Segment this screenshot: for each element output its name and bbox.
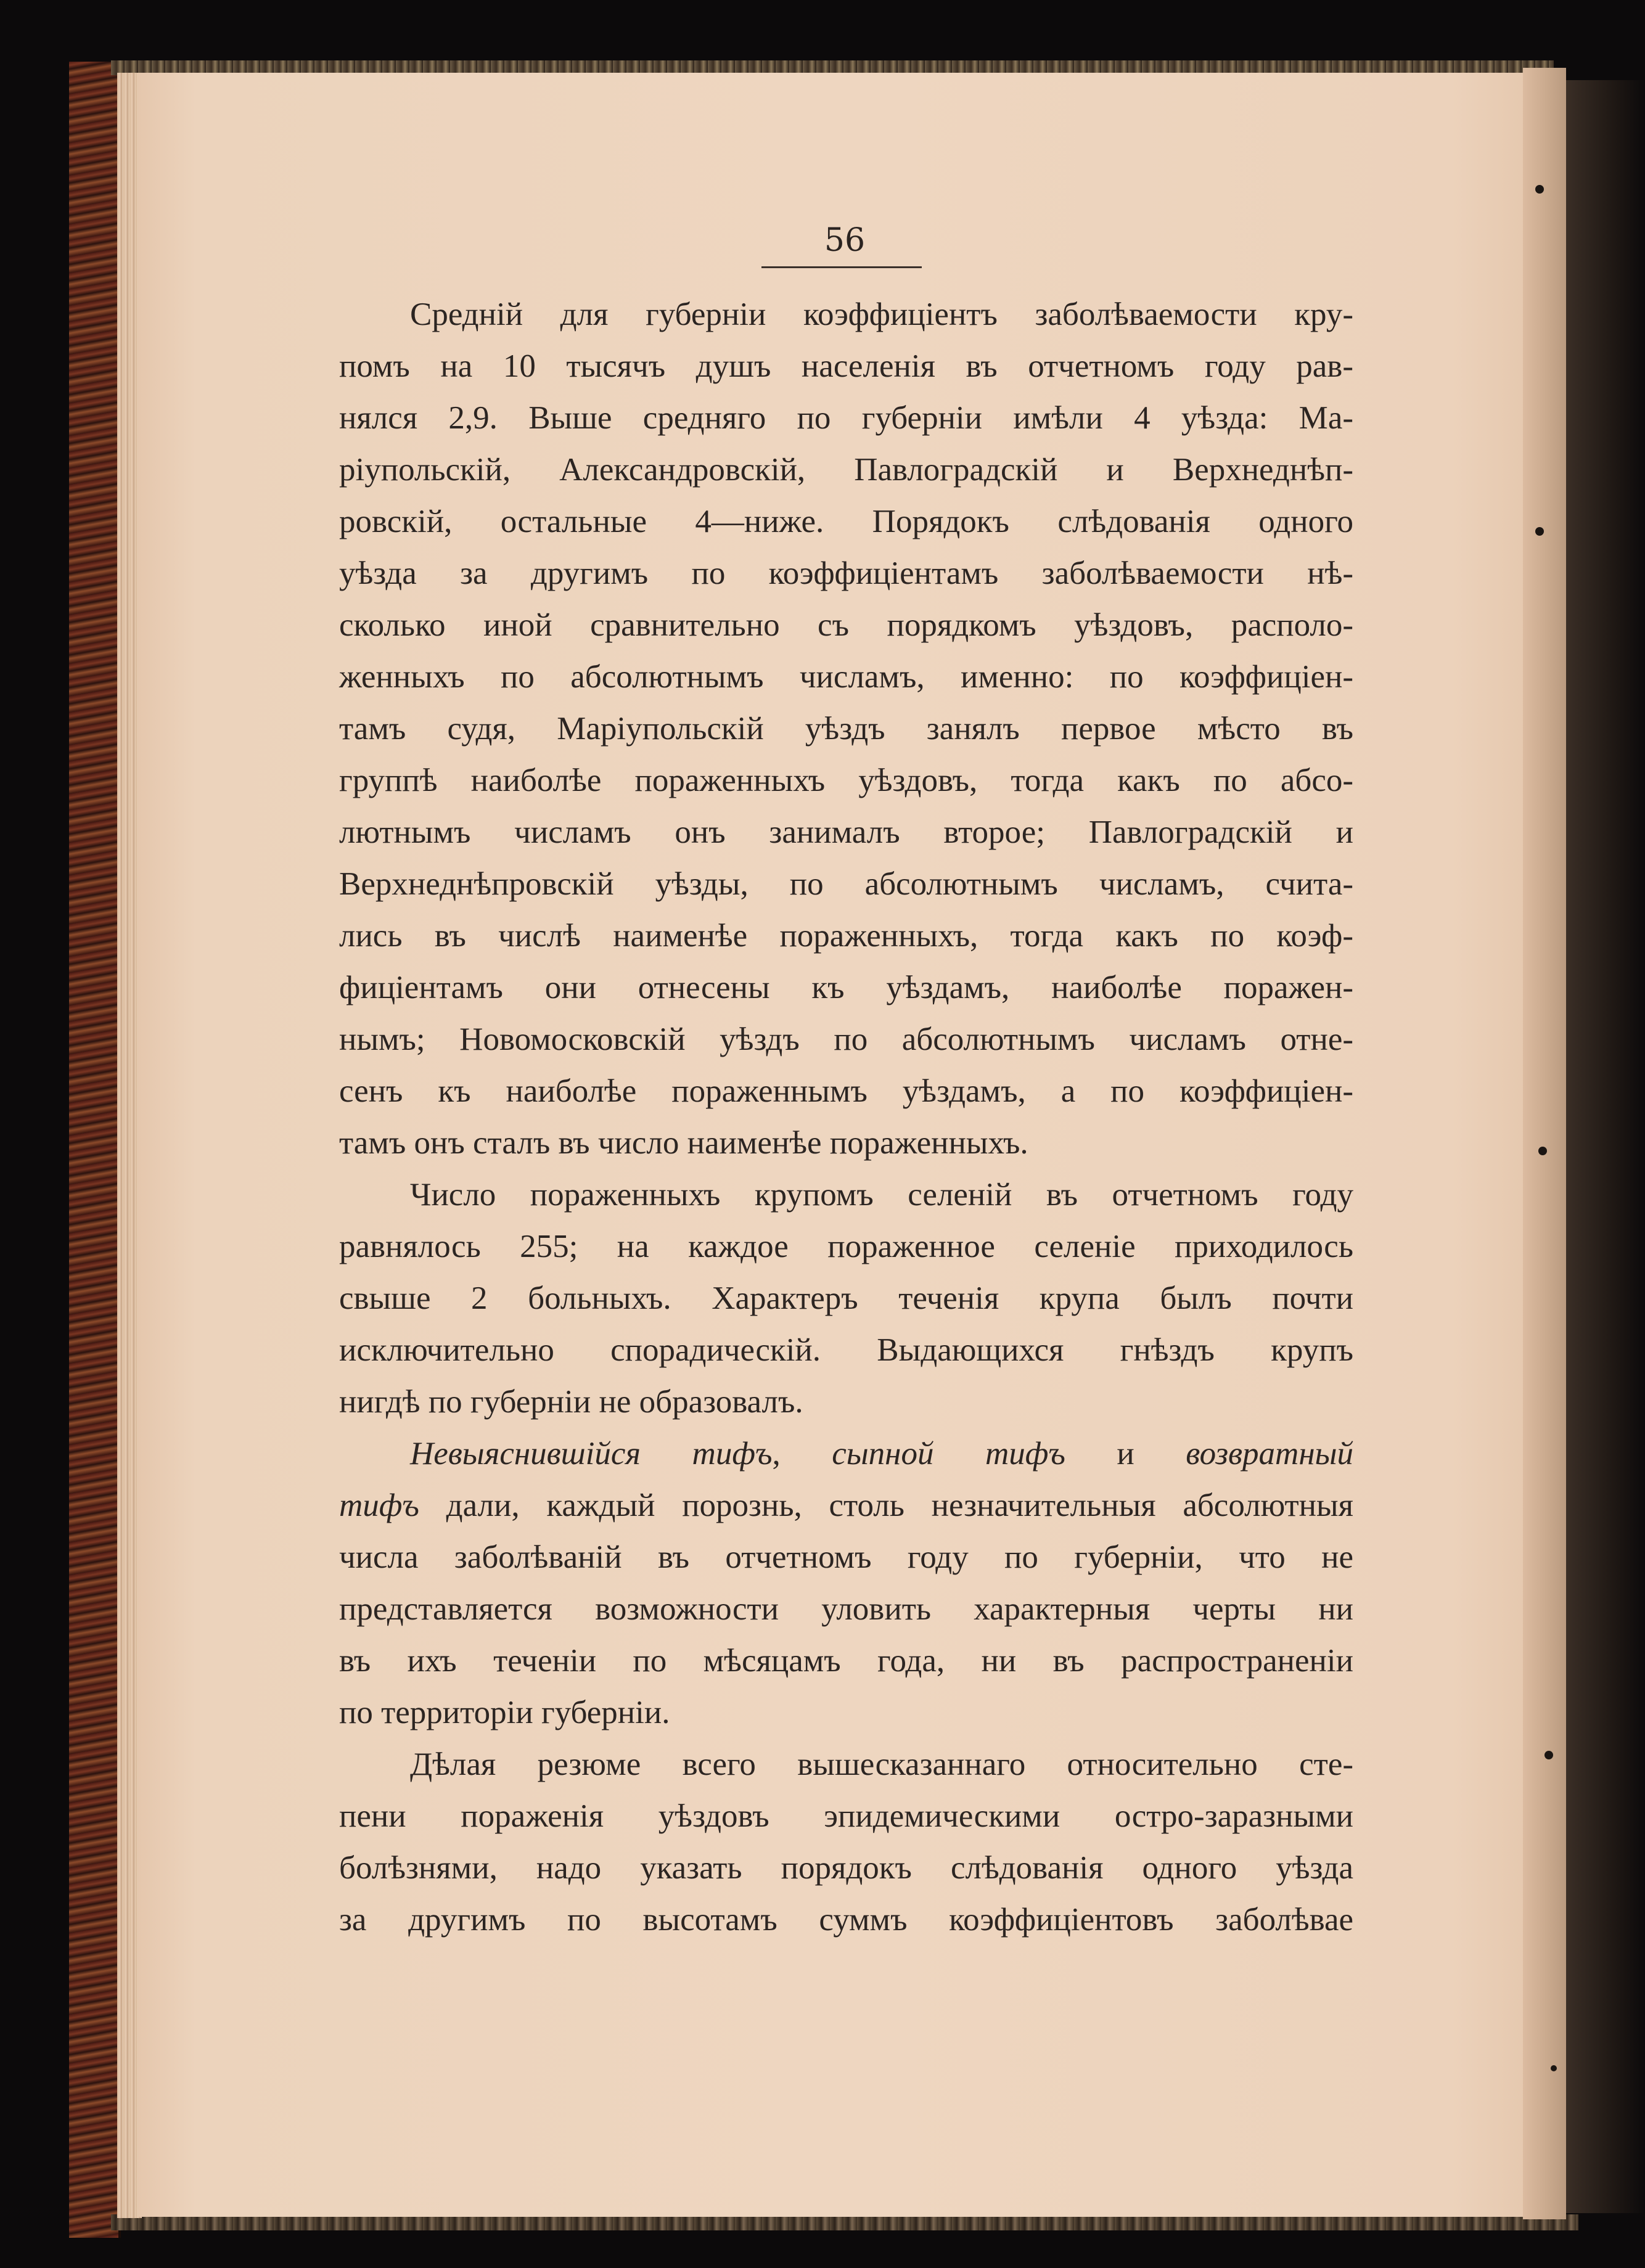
text-line: фицiентамъ они отнесены къ уѣздамъ, наиболѣе поражен- (339, 970, 1353, 1005)
text-line: болѣзнями, надо указать порядокъ слѣдованiя одного уѣзда (339, 1850, 1353, 1886)
text-line: за другимъ по высотамъ суммъ коэффицiентовъ заболѣвае (339, 1902, 1353, 1938)
text-line: уѣзда за другимъ по коэффицiентамъ заболѣваемости нѣ- (339, 555, 1353, 591)
paragraph-affected-villages (339, 1169, 1353, 1428)
facing-page-edge (1566, 80, 1645, 2213)
page-gutter (1523, 68, 1566, 2219)
text-line: Среднiй для губернiи коэффицiентъ заболѣваемости кру- (410, 297, 1353, 332)
text-line: сколько иной сравнительно съ порядкомъ уѣздовъ, располо- (339, 607, 1353, 643)
book-cover-edge (69, 62, 121, 2238)
page-body (339, 289, 1353, 1946)
text-line: исключительно спорадическiй. Выдающихся гнѣздъ крупъ (339, 1332, 1353, 1368)
page-stack-edges (117, 73, 142, 2218)
text-line: лютнымъ числамъ онъ занималъ второе; Павлоградскiй и (339, 814, 1353, 850)
text-line: лись въ числѣ наименѣе пораженныхъ, тогда какъ по коэф- (339, 918, 1353, 954)
text-fragment: и (1065, 1436, 1186, 1472)
text-line: по территорiи губернiи. (339, 1695, 670, 1730)
text-line (339, 1480, 1353, 1531)
italic-term: сыпной тифъ (832, 1436, 1065, 1472)
text-line: числа заболѣванiй въ отчетномъ году по губернiи, что не (339, 1539, 1353, 1575)
text-line: Дѣлая резюме всего вышесказаннаго относительно сте- (410, 1746, 1353, 1782)
text-line: нигдѣ по губернiи не образовалъ. (339, 1384, 803, 1420)
text-line: ровскiй, остальные 4—ниже. Порядокъ слѣдованiя одного (339, 504, 1353, 539)
italic-term: тифъ (339, 1488, 419, 1523)
text-line: пени пораженiя уѣздовъ эпидемическими остро-заразными (339, 1798, 1353, 1834)
binding-mark (1551, 2065, 1557, 2071)
text-line: женныхъ по абсолютнымъ числамъ, именно: по коэффицiен- (339, 659, 1353, 695)
text-line: Верхнеднѣпровскiй уѣзды, по абсолютнымъ числамъ, счита- (339, 866, 1353, 902)
paragraph-croup-coefficient (339, 289, 1353, 1169)
page-number: 56 (824, 222, 866, 259)
text-line: свыше 2 больныхъ. Характеръ теченiя крупа былъ почти (339, 1280, 1353, 1316)
text-line: группѣ наиболѣе пораженныхъ уѣздовъ, тогда какъ по абсо- (339, 763, 1353, 798)
text-line: сенъ къ наиболѣе пораженнымъ уѣздамъ, а по коэффицiен- (339, 1073, 1353, 1109)
text-line: рiупольскiй, Александровскiй, Павлоградскiй и Верхнеднѣп- (339, 452, 1353, 488)
binding-mark (1535, 527, 1544, 536)
text-line: нымъ; Новомосковскiй уѣздъ по абсолютнымъ числамъ отне- (339, 1021, 1353, 1057)
text-fragment: дали, каждый порознь, столь незначительныя абсолютныя (419, 1488, 1353, 1523)
text-fragment: , (772, 1436, 832, 1472)
text-line: представляется возможности уловить характерныя черты ни (339, 1591, 1353, 1627)
text-line: тамъ судя, Марiупольскiй уѣздъ занялъ первое мѣсто въ (339, 711, 1353, 747)
text-line: тамъ онъ сталъ въ число наименѣе пораженныхъ. (339, 1125, 1028, 1161)
paragraph-summary (339, 1738, 1353, 1946)
italic-term: Невыяснившiйся тифъ (410, 1436, 773, 1472)
text-line: Число пораженныхъ крупомъ селенiй въ отчетномъ году (410, 1177, 1353, 1213)
paragraph-typhus (339, 1428, 1353, 1738)
text-line: помъ на 10 тысячъ душъ населенiя въ отчетномъ году рав- (339, 348, 1353, 384)
page-number-rule (761, 266, 922, 268)
italic-term: возвратный (1186, 1436, 1354, 1472)
text-line: въ ихъ теченiи по мѣсяцамъ года, ни въ распространенiи (339, 1643, 1353, 1679)
binding-mark (1535, 185, 1544, 194)
binding-mark (1538, 1147, 1547, 1155)
text-line: нялся 2,9. Выше средняго по губернiи имѣли 4 уѣзда: Ма- (339, 400, 1353, 436)
binding-mark (1544, 1751, 1553, 1759)
text-line: равнялось 255; на каждое пораженное селенiе приходилось (339, 1229, 1353, 1264)
text-line (339, 1428, 1353, 1480)
